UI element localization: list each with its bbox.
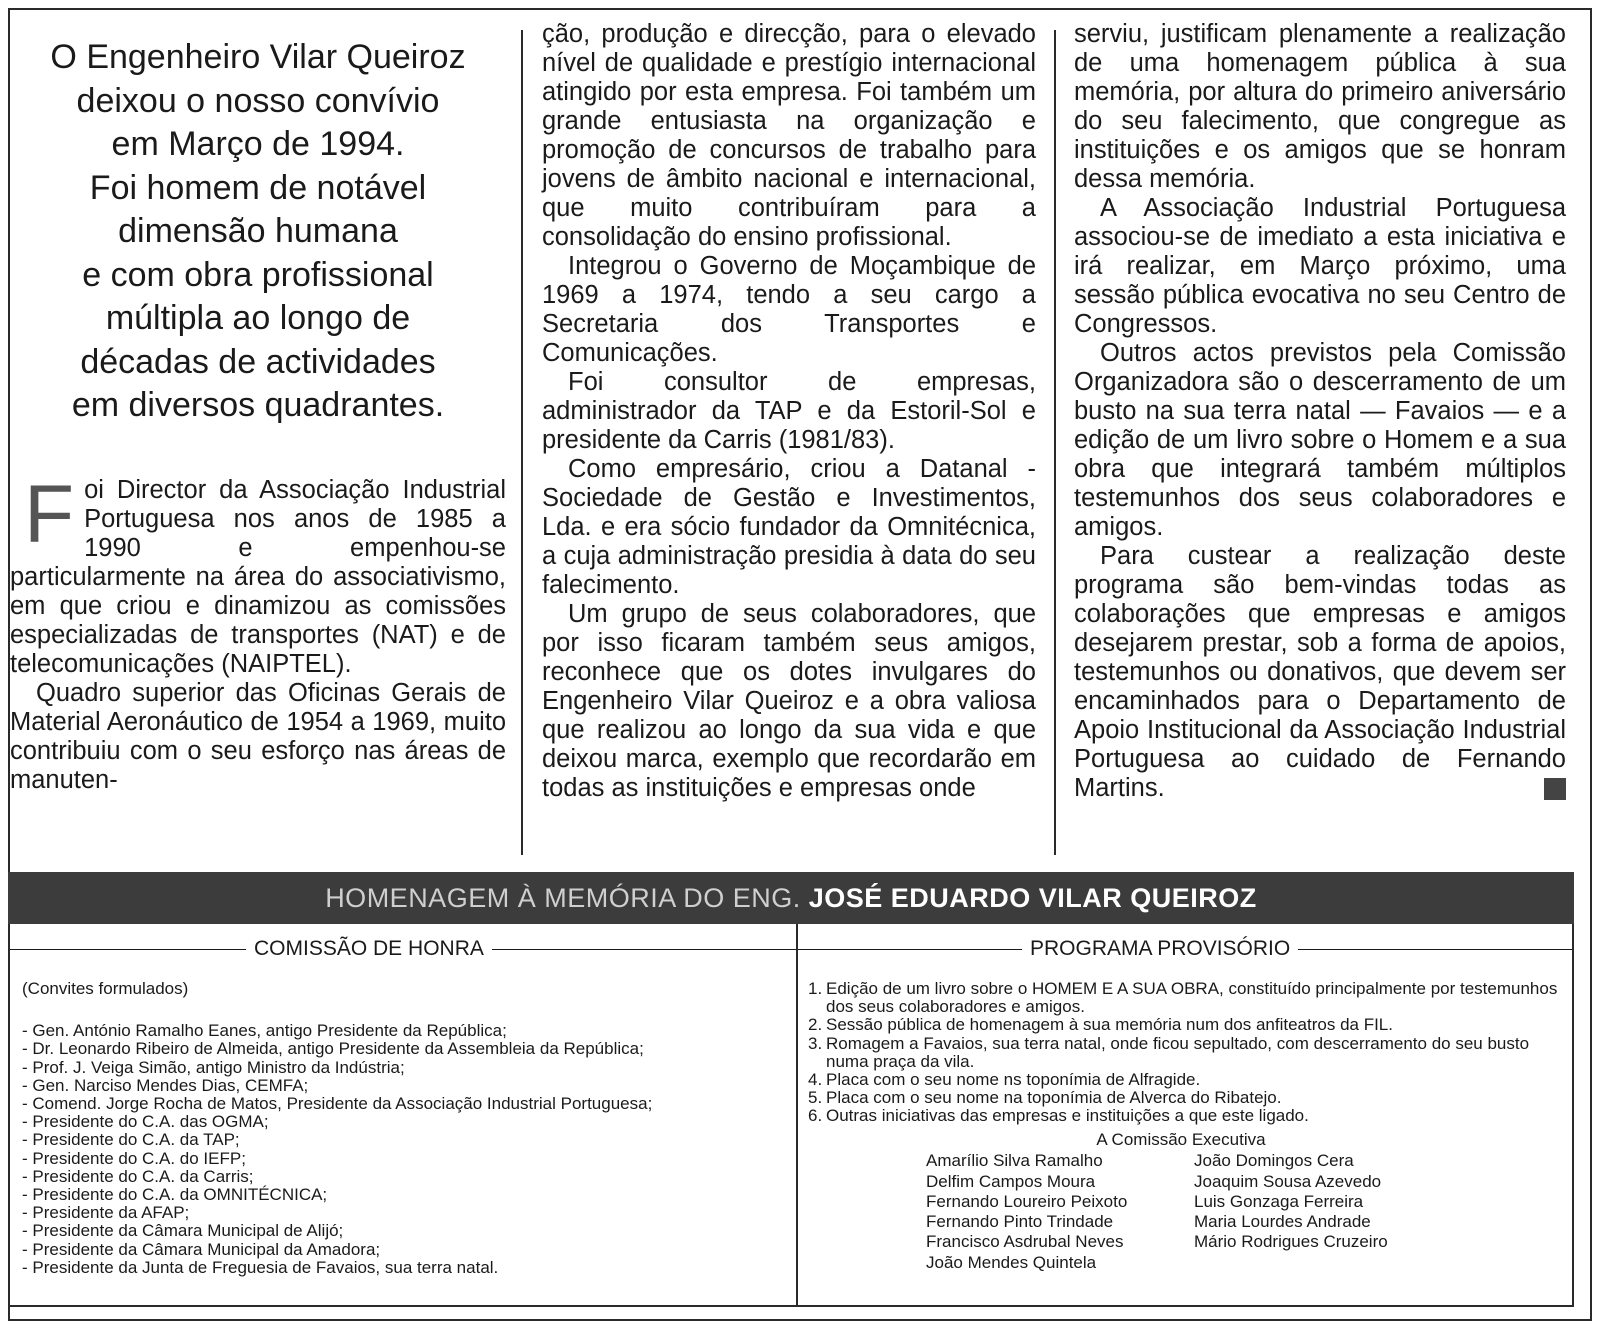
program-item (808, 1016, 1564, 1034)
lead-line: décadas de actividades (80, 342, 436, 381)
provisional-program-body (808, 980, 1564, 1126)
committee-member: Mário Rodrigues Cruzeiro (1194, 1232, 1388, 1252)
program-item-number: 1. (808, 979, 823, 998)
article-paragraph-2: Quadro superior das Oficinas Gerais de Material Aeronáutico de 1954 a 1969, muito contribuiu com o seu esforço nas áreas de manuten- (10, 678, 506, 794)
honor-committee-header (10, 934, 796, 964)
invites-note: (Convites formulados) (22, 979, 189, 998)
banner-prefix: HOMENAGEM À MEMÓRIA DO ENG. (325, 883, 801, 913)
lead-line: em diversos quadrantes. (71, 386, 445, 424)
committee-member: João Domingos Cera (1194, 1151, 1354, 1171)
header-rule (1298, 949, 1572, 950)
lead-statement (10, 36, 506, 428)
article-paragraph-7: Um grupo de seus colaboradores, que por isso ficaram também seus amigos, reconhece que os dotes invulgares do Engenheiro Vilar Queiroz e a obra valiosa que realizou ao longo da sua vida e que deixou marca, exemplo que recordarão em todas as instituições e empresas onde (542, 600, 1036, 802)
executive-names-left (926, 1151, 1194, 1273)
program-item-number: 6. (808, 1106, 823, 1126)
list-item: - Presidente do C.A. da OMNITÉCNICA; (22, 1185, 328, 1205)
list-item: - Dr. Leonardo Ribeiro de Almeida, antigo Presidente da Assembleia da República; (22, 1039, 644, 1059)
header-rule (10, 949, 246, 950)
article-section (10, 20, 1574, 862)
executive-names-right (1194, 1151, 1388, 1273)
list-item: - Presidente da Junta de Freguesia de Favaios, sua terra natal. (22, 1257, 499, 1277)
article-paragraph-9: A Associação Industrial Portuguesa associou-se de imediato a esta iniciativa e irá realizar, em Março próximo, uma sessão pública evocativa no seu Centro de Congressos. (1074, 194, 1566, 338)
column-divider (1054, 30, 1056, 855)
provisional-program-header (798, 934, 1572, 964)
lead-line: Foi homem de notável (89, 168, 427, 207)
committee-member: Fernando Pinto Trindade (926, 1212, 1114, 1232)
list-item: - Prof. J. Veiga Simão, antigo Ministro da Indústria; (22, 1057, 405, 1077)
tribute-banner (8, 872, 1574, 924)
program-item-text: Romagem a Favaios, sua terra natal, onde ficou sepultado, com descerramento do seu busto numa praça da vila. (826, 1033, 1530, 1071)
committee-member: Delfim Campos Moura (926, 1171, 1096, 1191)
program-item-number: 2. (808, 1015, 823, 1035)
lead-line: O Engenheiro Vilar Queiroz (50, 38, 466, 76)
program-item-text: Sessão pública de homenagem à sua memória num dos anfiteatros da FIL. (826, 1015, 1393, 1035)
program-item-text: Placa com o seu nome ns toponímia de Alfragide. (826, 1070, 1201, 1090)
header-rule (492, 949, 796, 950)
article-paragraph-text: Para custear a realização deste programa são bem-vindas todas as colaborações que empresas e amigos desejarem prestar, sob a forma de apoios, testemunhos ou donativos, que devem ser encaminhados para o Departamento de Apoio Institucional da Associação Industrial Portuguesa ao cuidado de Fernando Martins. (1074, 542, 1566, 802)
list-item: - Presidente do C.A. das OGMA; (22, 1112, 269, 1132)
article-column-2 (542, 20, 1036, 862)
lead-line: deixou o nosso convívio (76, 81, 440, 120)
lead-line: dimensão humana (118, 212, 398, 250)
article-paragraph-5: Foi consultor de empresas, administrador da TAP e da Estoril-Sol e presidente da Carris (1981/83). (542, 368, 1036, 454)
article-paragraph-3: ção, produção e direcção, para o elevado nível de qualidade e prestígio internacional atingido por esta empresa. Foi também um grande entusiasta na organização e promoção de concursos de trabalho para jovens de âmbito nacional e internacional, que muito contribuíram para a consolidação do ensino profissional. (542, 20, 1036, 251)
program-item-text: Outras iniciativas das empresas e instituições a que este ligado. (826, 1106, 1309, 1126)
article-paragraph-4: Integrou o Governo de Moçambique de 1969 a 1974, tendo a seu cargo a Secretaria dos Transportes e Comunicações. (542, 252, 1036, 367)
honor-committee-title: COMISSÃO DE HONRA (254, 937, 484, 960)
program-item (808, 1071, 1564, 1089)
program-item-number: 4. (808, 1070, 823, 1090)
article-paragraph-8: serviu, justificam plenamente a realização de uma homenagem pública à sua memória, por altura do primeiro aniversário do seu falecimento, que congregue as instituições e os amigos que se honram dessa memória. (1074, 20, 1566, 193)
article-paragraph-10: Outros actos previstos pela Comissão Organizadora são o descerramento de um busto na sua terra natal — Favaios — e a edição de um livro sobre o Homem e a sua obra que integrará também múltiplos testemunhos dos seus colaboradores e amigos. (1074, 339, 1566, 541)
committee-member: Maria Lourdes Andrade (1194, 1212, 1371, 1232)
article-column-3 (1074, 20, 1566, 862)
honor-committee-list (22, 1022, 792, 1277)
provisional-program-title: PROGRAMA PROVISÓRIO (1030, 937, 1291, 960)
executive-committee (926, 1130, 1426, 1273)
lead-line: e com obra profissional (82, 255, 434, 294)
committee-member: Fernando Loureiro Peixoto (926, 1191, 1128, 1211)
committee-member: João Mendes Quintela (926, 1252, 1097, 1272)
committee-member: Amarílio Silva Ramalho (926, 1151, 1103, 1171)
executive-committee-names (926, 1151, 1426, 1273)
lead-line: em Março de 1994. (111, 125, 405, 163)
honor-committee-box (8, 924, 798, 1307)
provisional-program-box (796, 924, 1574, 1307)
article-paragraph-11 (1074, 542, 1566, 803)
list-item: - Presidente da AFAP; (22, 1203, 190, 1223)
program-item (808, 1107, 1564, 1125)
header-rule (798, 949, 1022, 950)
banner-name: JOSÉ EDUARDO VILAR QUEIROZ (808, 883, 1257, 913)
list-item: - Presidente da Câmara Municipal de Alijó; (22, 1221, 344, 1241)
drop-cap: F (24, 468, 75, 560)
list-item: - Presidente do C.A. da TAP; (22, 1130, 240, 1150)
program-item-number: 3. (808, 1033, 823, 1053)
honor-committee-body (22, 980, 792, 1277)
program-item (808, 1089, 1564, 1107)
article-paragraph-text: oi Director da Associação Industrial Portuguesa nos anos de 1985 a 1990 e empenhou-se particularmente na área do associativismo, em que criou e dinamizou as comissões especializadas de transportes (NAT) e de telecomunicações (NAIPTEL). (10, 475, 506, 678)
committee-member: Francisco Asdrubal Neves (926, 1232, 1124, 1252)
committee-member: Luis Gonzaga Ferreira (1194, 1191, 1364, 1211)
list-item: - Presidente da Câmara Municipal da Amadora; (22, 1239, 381, 1259)
list-item: - Gen. António Ramalho Eanes, antigo Presidente da República; (22, 1021, 507, 1041)
article-paragraph-6: Como empresário, criou a Datanal - Sociedade de Gestão e Investimentos, Lda. e era sócio fundador da Omnitécnica, a cuja administração presidia à data do seu falecimento. (542, 455, 1036, 599)
list-item: - Presidente do C.A. do IEFP; (22, 1148, 246, 1168)
program-item-text: Placa com o seu nome na toponímia de Alverca do Ribatejo. (826, 1088, 1282, 1108)
list-item: - Gen. Narciso Mendes Dias, CEMFA; (22, 1075, 309, 1095)
list-item: - Comend. Jorge Rocha de Matos, Presidente da Associação Industrial Portuguesa; (22, 1094, 653, 1114)
article-paragraph-1 (10, 468, 506, 679)
column-divider (521, 30, 523, 855)
program-item (808, 1035, 1564, 1071)
executive-committee-title: A Comissão Executiva (1096, 1130, 1266, 1149)
program-item (808, 980, 1564, 1016)
program-item-number: 5. (808, 1088, 823, 1108)
list-item: - Presidente do C.A. da Carris; (22, 1166, 254, 1186)
article-column-1 (10, 20, 506, 862)
program-item-text: Edição de um livro sobre o HOMEM E A SUA OBRA, constituído principalmente por testemunhos dos seus colaboradores e amigos. (826, 979, 1558, 1017)
end-of-article-icon (1544, 778, 1566, 800)
program-list (808, 980, 1564, 1126)
lead-line: múltipla ao longo de (105, 299, 411, 337)
committee-member: Joaquim Sousa Azevedo (1194, 1171, 1382, 1191)
